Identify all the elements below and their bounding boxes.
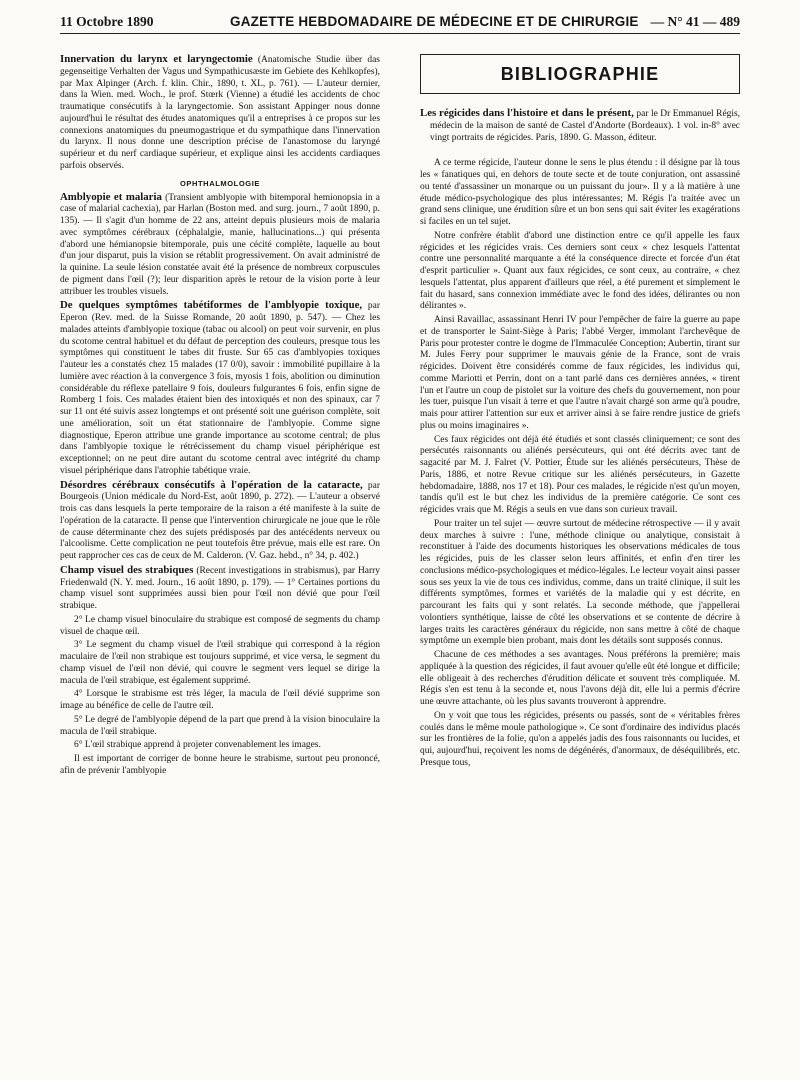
left-column [60,54,380,1072]
book-details: par le Dr Emmanuel Régis, médecin de la maison de santé de Castel d'Andorte (Bordeaux). 1 vol. in-8° avec vingt portraits de régicides. Paris, 1890. G. Masson, éditeur. [430,109,740,143]
review-paragraph: A ce terme régicide, l'auteur donne le sens le plus étendu : il désigne par là tous les « fanatiques qui, en dehors de toute secte et de toute conjuration, ont assassiné ou tenté d'assassiner un monarque ou un puissant du jour». Il y a là matière à une étude médico-psychologique des plus intéressantes; M. Régis l'a traitée avec un grand sens clinique, une érudition sûre et un bon sens qui sait éviter les exagérations si faciles en un tel sujet. [420,158,740,227]
paragraph: 6° L'œil strabique apprend à projeter convenablement les images. [74,740,321,751]
book-reference [420,108,740,144]
article-title: De quelques symptômes tabétiformes de l'amblyopie toxique, [60,299,363,312]
article-body: (Anatomische Studie über das gegenseitige Verhalten der Vagus und Sympathicusæste im Gebiete des Kehlkopfes), par Max Alpinger (Arch. f. klin. Chir., 1890, t. XL, p. 761). — L'auteur dernier, dans la Wien. med. Woch., le prof. Stœrk (Vienne) a étudié les accidents de choc traumatique consécutifs à la laryngectomie. Son assistant Appinger nous donne aujourd'hui le résultat des études anatomiques qu'il a entreprises à ce propos sur les connexions anatomiques du pneumogastrique et du sympathique dans l'innervation du larynx. Il nous donne une description précise de l'anastomose du laryngé supérieur et du nerf cardiaque supérieur, et explique ainsi les accidents cardiaques parfois observés. [60,55,380,171]
article-strabiques [60,565,380,613]
paragraph: 5° Le degré de l'amblyopie dépend de la part que prend à la vision binoculaire la macula de l'œil strabique. [60,714,380,737]
article-cataracte [60,480,380,563]
article-body: par Eperon (Rev. med. de la Suisse Romande, 20 août 1890, p. 547). — Chez les malades atteints d'amblyopie toxique (tabac ou alcool) on peut voir survenir, en plus du scotome central habituel et du défaut de perception des couleurs, presque tous les symptômes qui constituent le tabes dit fruste. Sur 65 cas d'amblyopies toxiques l'auteur les a constatés chez 15 malades (17 0/0), savoir : immobilité pupillaire à la lumière avec réaction à la convergence 3 fois, myosis 1 fois, abolition ou diminution considérable du réflexe patellaire 9 fois, douleurs fulgurantes 6 fois, enfin signe de Romberg 1 fois. Ces malades étaient bien des intoxiqués et non des spinaux, car 7 sur 11 ont été suivis assez longtemps et ont présenté soit une guérison complète, soit une amélioration, soit un état stationnaire de l'amblyopie. Comme signe diagnostique, Eperon attribue une grande importance au scotome central; de plus dans l'amblyopie toxique le rétrécissement du champ visuel périphérique est exceptionnel; on ne peut dire autant du scotome central avec intégrité du champ visuel périphérique dans l'atrophie tabétique vraie. [60,301,380,476]
paragraph: Il est important de corriger de bonne heure le strabisme, surtout peu prononcé, afin de prévenir l'amblyopie [60,754,380,776]
book-title: Les régicides dans l'histoire et dans le présent, [420,107,634,119]
paragraph: 3° Le segment du champ visuel de l'œil strabique qui correspond à la région maculaire de l'œil non strabique est toujours supprimé, et vice versa, le segment du champ visuel de l'œil non dévié, qui couvre le segment vers lequel se dirige la macula de l'œil strabique, est également supprimé. [60,640,380,686]
paragraph: 4° Lorsque le strabisme est très léger, la macula de l'œil dévié supprime son image au bénéfice de celle de l'autre œil. [60,689,380,711]
article-tabetiformes [60,300,380,477]
article-body: (Recent investigations in strabismus), par Harry Friedenwald (N. Y. med. Journ., 16 août 1890, p. 179). — 1° Certaines portions du champ visuel sont supprimées aussi bien pour l'œil non dévié que pour l'œil strabique. [60,565,380,611]
right-column [420,54,740,1072]
review-paragraph: Ainsi Ravaillac, assassinant Henri IV pour l'empêcher de faire la guerre au pape et de transporter le Saint-Siège à Paris; l'abbé Verger, immolant l'archevêque de Paris pour protester contre le dogme de l'Immaculée Conception; Aubertin, tirant sur M. Jules Ferry pour supprimer le mauvais génie de la France, sont de vrais régicides. Doivent être considérés comme de faux régicides, les individus qui, comme Mariotti et Perrin, dont on a tant parlé dans ces dernières années, « tirent l'un et l'autre un coup de pistolet sur la voiture des chefs du gouvernement, non pour les tuer, puisque l'un visait à terre et que l'autre n'avait chargé son arme qu'à poudre, mais pour attirer l'attention sur eux et arriver ainsi à se faire rendre justice de griefs plus ou moins imaginaires ». [420,315,740,431]
book-citation [420,108,740,144]
bibliography-title: BIBLIOGRAPHIE [500,63,660,84]
journal-title: GAZETTE HEBDOMADAIRE DE MÉDECINE ET DE CHIRURGIE [230,14,639,29]
article-title: Innervation du larynx et laryngectomie [60,54,253,65]
article-body: par Bourgeois (Union médicale du Nord-Est, août 1890, p. 272). — L'auteur a observé trois cas dans lesquels la perte temporaire de la raison a été manifeste à la suite de l'opération de la cataracte. Il pense que l'intervention chirurgicale ne joue que le rôle de cause déterminante chez des sujets prédisposés par des antécédents nerveux ou l'alcoolisme. Cette complication ne peut toutefois être prévue, mais elle est rare. On peut rapprocher ces cas de ceux de M. Calderon. (V. Gaz. hebd., n° 34, p. 402.) [60,480,380,561]
article-amblyopie-malaria [60,192,380,299]
article-title: Champ visuel des strabiques [60,563,194,576]
review-paragraph: Chacune de ces méthodes a ses avantages. Nous préférons la première; mais appliquée à la question des régicides, il faut avouer qu'elle eût été longue et difficile; elle obligeait à des recherches d'érudition délicate et souvent très compliquée. M. Régis s'en est tenu à la seconde et, nous l'avons déjà dit, elle lui a permis d'écrire une œuvre attachante, où les plus savants trouveront à apprendre. [420,650,740,707]
article-larynx [60,54,380,173]
issue-page-number: — N° 41 — 489 [650,14,740,29]
issue-date: 11 Octobre 1890 [60,14,154,29]
bibliography-banner [420,54,740,94]
article-title: Amblyopie et malaria [60,190,162,203]
review-paragraph: Ces faux régicides ont déjà été étudiés et sont classés cliniquement; ce sont des persécutés raisonnants ou aliénés persécuteurs, qui ont été décrits avec tant de sagacité par M. J. Falret (V. Pottier, Étude sur les aliénés persécuteurs, Thèse de Paris, 1886, et notre Revue critique sur les aliénés persécuteurs, in Gazette hebdomadaire, 1888, nos 17 et 18). Pour ces malades, le régicide n'est qu'un moyen, tandis qu'il est le but chez les individus de la première catégorie. Ce sont ces régicides vrais que M. Régis a seuls en vue dans son curieux travail. [420,434,740,515]
review-paragraph: On y voit que tous les régicides, présents ou passés, sont de « véritables frères coulés dans le même moule pathologique ». Ce sont d'ordinaire des individus placés sur les frontières de la folie, qu'on a appelés jadis des fous raisonnants ou lucides, et qui, aujourd'hui, reçoivent les noms de dégénérés, d'anormaux, de déséquilibrés, etc. Presque tous, [420,710,740,768]
article-title: Désordres cérébraux consécutifs à l'opération de la cataracte, [60,478,363,491]
header-rule [60,33,740,34]
review-paragraph: Pour traiter un tel sujet — œuvre surtout de médecine rétrospective — il y avait deux marches à suivre : l'une, méthode clinique ou analytique, consistait à reconstituer à l'aide des documents historiques les observations médicales de tous les régicides, puis de les classer selon leurs affinités, et enfin d'en tirer les conclusions médico-psychologiques et médico-légales. Le lecteur voyait ainsi passer sous ses yeux la vie de tous ces individus, comme, dans un traité clinique, il suit les différents symptômes, formes et variétés de la maladie qui y est décrite, en parcourant les faits qui y sont relatés. La seconde méthode, que j'appellerai volontiers synthétique, laisse de côté les observations et se contente de décrire à larges traits les caractères généraux du régicide, non sans mettre à côté de chaque symptôme un exemple bien probant, mais dont les détails sont supposés connus. [420,518,740,647]
review-paragraph: Notre confrère établit d'abord une distinction entre ce qu'il appelle les faux régicides et les régicides vrais. Ces derniers sont ceux « chez lesquels l'attentat contre une personnalité marquante a été la conséquence directe et forcée d'un état d'esprit particulier ». Quant aux faux régicides, ce sont ceux, au contraire, « chez lesquels l'attentat, plus apparent d'ailleurs que réel, a été purement et simplement le fait du hasard, sans connexion immédiate avec le fond des idées, délirantes ou non délirantes ». [420,230,740,312]
paragraph: 2° Le champ visuel binoculaire du strabique est composé de segments du champ visuel de chaque œil. [60,614,380,637]
running-header [60,12,740,34]
article-body: (Transient amblyopie with bitemporal hemionopsia in a case of malarial cachexia), par Harlan (Boston med. and surg. journ., 7 août 1890, p. 135). — Il s'agit d'un homme de 22 ans, atteint depuis plusieurs mois de malaria avec symptômes cérébraux (céphalalgie, manie, hallucinations...) qui présenta d'abord une hémianopsie bitemporale, puis une cécité complète, laquelle au bout d'un jour disparut, puis la vision se rétablit progressivement. On avait administré de la quinine. La seule lésion constatée avait été la présence de nombreux corpuscules de pigment dans l'œil (?); leur disparition après le retour de la vision porte à leur attribuer les troubles visuels. [60,192,380,297]
section-heading-ophthalmology: OPHTHALMOLOGIE [179,178,261,188]
